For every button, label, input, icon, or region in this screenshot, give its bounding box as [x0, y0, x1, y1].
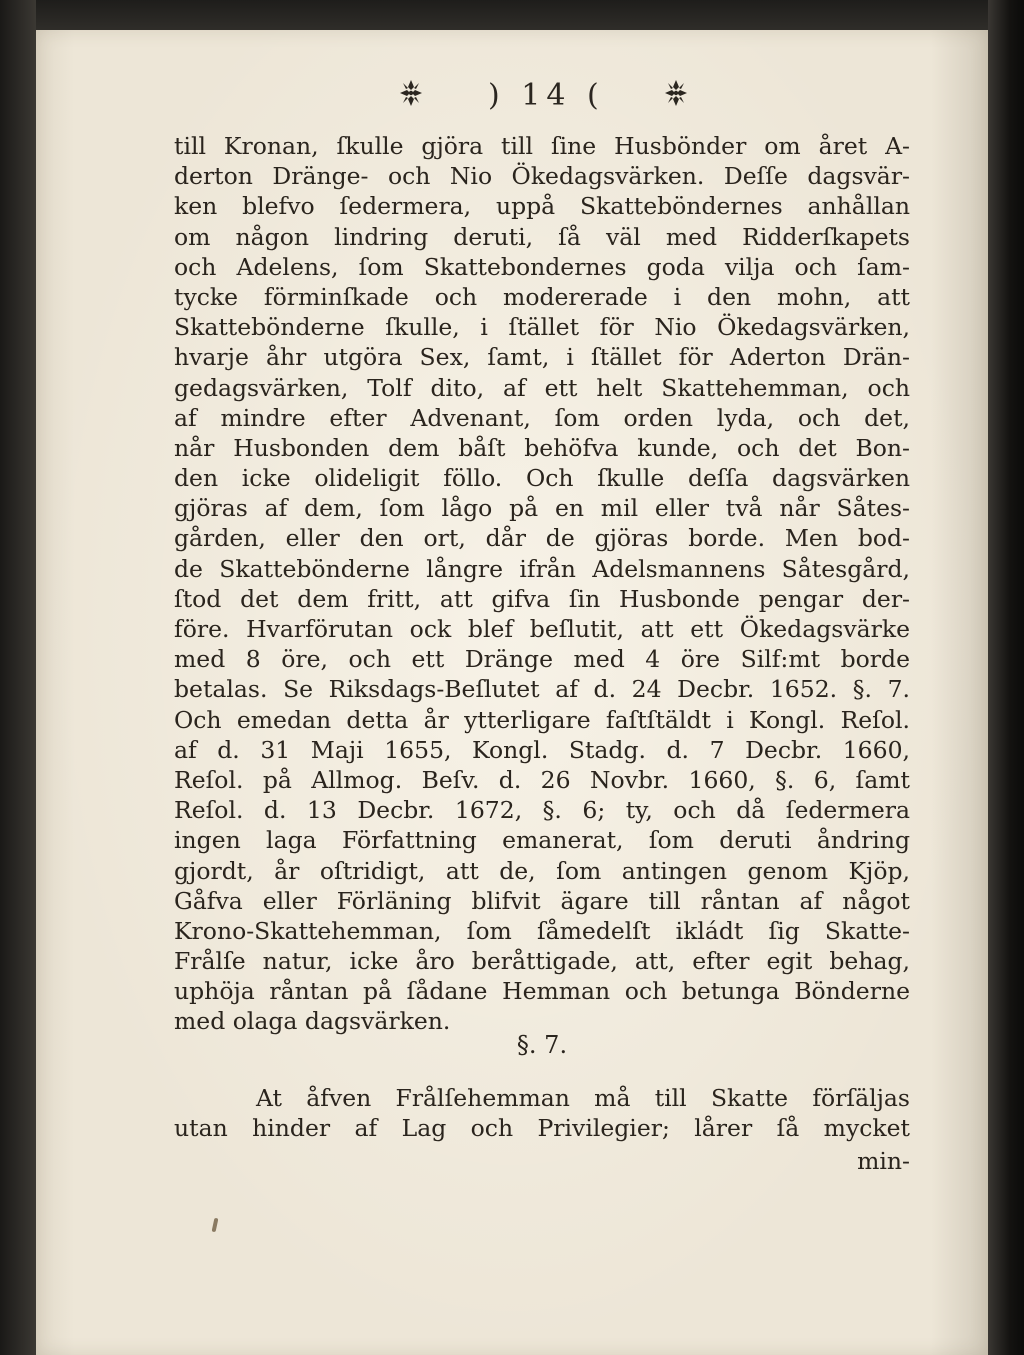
- text-line: betalas. Se Riksdags-Beſlutet af d. 24 Decbr. 1652. §. 7.: [174, 675, 910, 704]
- page-number: ) 14 (: [488, 78, 605, 113]
- text-line: gedagsvärken, Tolf dito, af ett helt Skattehemman, och: [174, 373, 910, 402]
- text-line: den icke olideligit föllo. Och ſkulle deſſa dagsvärken: [174, 464, 910, 493]
- text-line: Reſol. på Allmog. Beſv. d. 26 Novbr. 1660, §. 6, ſamt: [174, 765, 910, 794]
- text-line: före. Hvarförutan ock blef beſlutit, att ett Ökedagsvärke: [174, 615, 910, 643]
- running-head: [0, 78, 1024, 118]
- text-line: med 8 öre, och ett Dränge med 4 öre Silf:mt borde: [174, 645, 910, 674]
- text-line: gjöras af dem, ſom lågo på en mil eller två når Såtes-: [174, 494, 910, 523]
- text-line: uphöja råntan på ſådane Hemman och betunga Bönderne: [174, 977, 910, 1006]
- scan-border-right: [988, 0, 1024, 1355]
- text-line: Frålſe natur, icke åro beråttigade, att, efter egit behag,: [174, 947, 910, 976]
- text-line: Krono-Skattehemman, ſom ſåmedelſt ikládt ſig Skatte-: [174, 916, 910, 945]
- text-line: Gåfva eller Förläning blifvit ägare till råntan af något: [174, 886, 910, 915]
- catchword: min-: [857, 1147, 910, 1175]
- text-line: derton Dränge- och Nio Ökedagsvärken. Deſſe dagsvär-: [174, 162, 910, 191]
- text-line: gården, eller den ort, dår de gjöras borde. Men bod-: [174, 524, 910, 553]
- fleuron-ornament-icon: [398, 78, 424, 108]
- text-line: når Husbonden dem båſt behöfva kunde, och det Bon-: [174, 433, 910, 462]
- fleuron-ornament-icon: [663, 78, 689, 108]
- text-line: tycke förminſkade och modererade i den mohn, att: [174, 282, 910, 311]
- scan-border-left: [0, 0, 36, 1355]
- body-paragraph: [174, 131, 910, 1037]
- text-line: Och emedan detta år ytterligare faſtſtäldt i Kongl. Reſol.: [174, 705, 910, 734]
- scan-border-top: [0, 0, 1024, 30]
- text-line: af d. 31 Maji 1655, Kongl. Stadg. d. 7 Decbr. 1660,: [174, 735, 910, 764]
- text-line: utan hinder af Lag och Privilegier; lårer ſå mycket: [174, 1114, 910, 1143]
- text-line: ingen laga Författning emanerat, ſom deruti åndring: [174, 826, 910, 855]
- text-line: af mindre efter Advenant, ſom orden lyda, och det,: [174, 403, 910, 432]
- text-line: med olaga dagsvärken.: [174, 1007, 451, 1036]
- text-line: de Skattebönderne långre ifrån Adelsmannens Såtesgård,: [174, 554, 910, 583]
- text-line: At åfven Frålſehemman må till Skatte förſäljas: [256, 1084, 910, 1112]
- text-line: hvarje åhr utgöra Sex, ſamt, i ſtället för Aderton Drän-: [174, 343, 910, 372]
- text-line: Skattebönderne ſkulle, i ſtället för Nio Ökedagsvärken,: [174, 313, 910, 342]
- text-line: Reſol. d. 13 Decbr. 1672, §. 6; ty, och då ſedermera: [174, 796, 910, 825]
- text-line: och Adelens, ſom Skattebondernes goda vilja och ſam-: [174, 252, 910, 281]
- text-line: till Kronan, ſkulle gjöra till ſine Husbönder om året A-: [174, 132, 910, 160]
- text-line: ſtod det dem fritt, att gifva ſin Husbonde pengar der-: [174, 584, 910, 613]
- section-paragraph: [174, 1083, 910, 1143]
- text-line: om någon lindring deruti, ſå väl med Ridderſkapets: [174, 222, 910, 251]
- section-heading: §. 7.: [516, 1031, 568, 1059]
- text-line: gjordt, år oſtridigt, att de, ſom antingen genom Kjöp,: [174, 856, 910, 885]
- text-line: ken blefvo ſedermera, uppå Skatteböndernes anhållan: [174, 192, 910, 221]
